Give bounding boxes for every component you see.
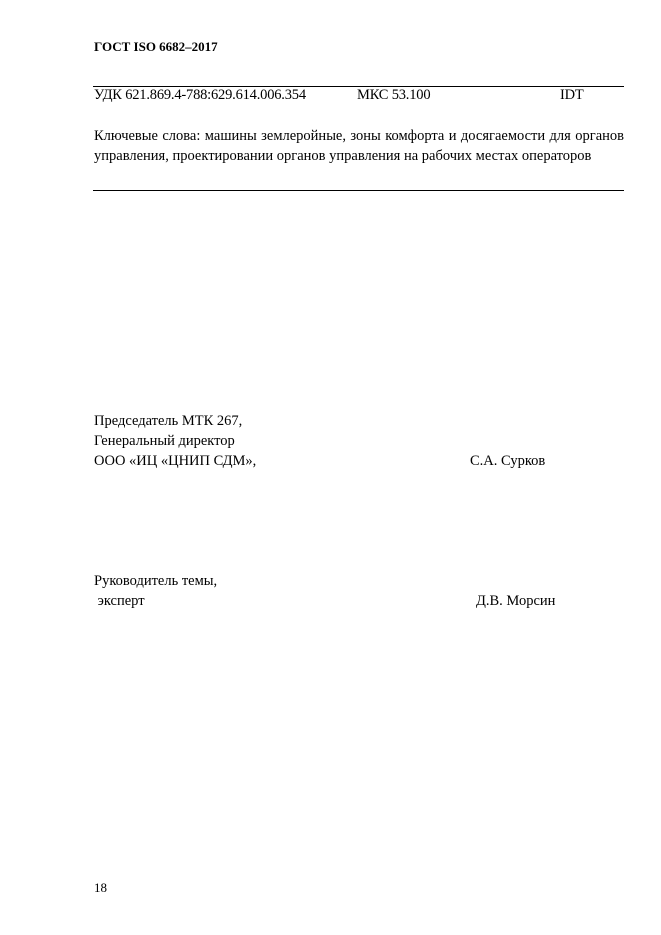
keywords-paragraph: Ключевые слова: машины землеройные, зоны комфорта и досягаемости для органов управления, проектировании органов управления на рабочих местах операторов <box>94 128 624 164</box>
theme-lead-name: Д.В. Морсин <box>476 593 556 609</box>
chairman-title: Председатель МТК 267, <box>94 413 243 429</box>
theme-lead-position: эксперт <box>94 593 145 609</box>
theme-lead-title: Руководитель темы, <box>94 573 218 589</box>
idt-marker: IDT <box>560 87 584 103</box>
bottom-divider <box>93 190 624 191</box>
chairman-organization: ООО «ИЦ «ЦНИП СДМ», <box>94 453 257 469</box>
chairman-position: Генеральный директор <box>94 433 235 449</box>
page-number: 18 <box>94 880 107 895</box>
udk-code: УДК 621.869.4-788:629.614.006.354 <box>94 87 306 103</box>
mks-code: МКС 53.100 <box>357 87 431 103</box>
chairman-name: С.А. Сурков <box>470 453 546 469</box>
standard-designation: ГОСТ ISO 6682–2017 <box>94 39 218 54</box>
